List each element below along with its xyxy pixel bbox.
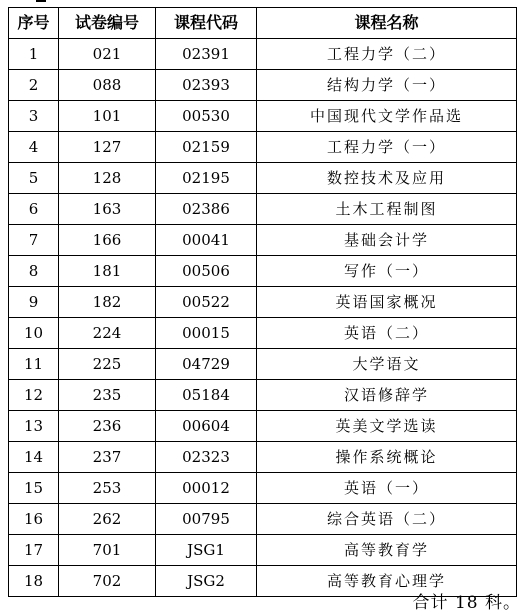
cell-course-code: 00041: [156, 225, 257, 256]
cell-course-name: 结构力学（一）: [257, 70, 517, 101]
cell-course-code: 00506: [156, 256, 257, 287]
cell-serial-no: 2: [9, 70, 59, 101]
table-row: [9, 442, 517, 473]
table-row: [9, 287, 517, 318]
cell-course-code: 02195: [156, 163, 257, 194]
cell-paper-no: 181: [59, 256, 156, 287]
cell-paper-no: 127: [59, 132, 156, 163]
cell-course-name: 英美文学选读: [257, 411, 517, 442]
cell-course-name: 英语（一）: [257, 473, 517, 504]
cell-course-code: 02386: [156, 194, 257, 225]
cell-course-name: 英语国家概况: [257, 287, 517, 318]
header-course-code: 课程代码: [156, 8, 257, 39]
course-table: [8, 7, 517, 597]
top-edge-mark: [36, 0, 46, 2]
cell-course-code: 00012: [156, 473, 257, 504]
cell-paper-no: 236: [59, 411, 156, 442]
cell-serial-no: 7: [9, 225, 59, 256]
table-row: [9, 39, 517, 70]
cell-serial-no: 16: [9, 504, 59, 535]
cell-course-name: 综合英语（二）: [257, 504, 517, 535]
cell-course-code: 02393: [156, 70, 257, 101]
cell-paper-no: 225: [59, 349, 156, 380]
table-body: [9, 39, 517, 597]
header-row: [9, 8, 517, 39]
cell-paper-no: 702: [59, 566, 156, 597]
cell-serial-no: 11: [9, 349, 59, 380]
cell-paper-no: 182: [59, 287, 156, 318]
cell-course-code: 00015: [156, 318, 257, 349]
cell-paper-no: 701: [59, 535, 156, 566]
cell-course-name: 基础会计学: [257, 225, 517, 256]
cell-course-code: 00795: [156, 504, 257, 535]
header-paper-no: 试卷编号: [59, 8, 156, 39]
cell-course-code: 00604: [156, 411, 257, 442]
table-row: [9, 535, 517, 566]
cell-paper-no: 021: [59, 39, 156, 70]
cell-paper-no: 166: [59, 225, 156, 256]
cell-course-name: 写作（一）: [257, 256, 517, 287]
table-row: [9, 349, 517, 380]
cell-serial-no: 8: [9, 256, 59, 287]
cell-paper-no: 088: [59, 70, 156, 101]
table-row: [9, 504, 517, 535]
cell-course-code: 02323: [156, 442, 257, 473]
cell-serial-no: 10: [9, 318, 59, 349]
table-row: [9, 225, 517, 256]
header-serial-no: 序号: [9, 8, 59, 39]
cell-course-code: 04729: [156, 349, 257, 380]
cell-course-name: 大学语文: [257, 349, 517, 380]
cell-course-code: 00522: [156, 287, 257, 318]
cell-serial-no: 15: [9, 473, 59, 504]
cell-course-code: JSG1: [156, 535, 257, 566]
cell-course-name: 英语（二）: [257, 318, 517, 349]
header-course-name: 课程名称: [257, 8, 517, 39]
cell-paper-no: 262: [59, 504, 156, 535]
cell-paper-no: 163: [59, 194, 156, 225]
cell-serial-no: 4: [9, 132, 59, 163]
cell-course-name: 汉语修辞学: [257, 380, 517, 411]
cell-serial-no: 14: [9, 442, 59, 473]
cell-serial-no: 1: [9, 39, 59, 70]
cell-course-name: 工程力学（二）: [257, 39, 517, 70]
cell-serial-no: 13: [9, 411, 59, 442]
cell-paper-no: 224: [59, 318, 156, 349]
table-row: [9, 411, 517, 442]
cell-paper-no: 253: [59, 473, 156, 504]
cell-paper-no: 128: [59, 163, 156, 194]
cell-course-code: 00530: [156, 101, 257, 132]
cell-paper-no: 101: [59, 101, 156, 132]
cell-serial-no: 9: [9, 287, 59, 318]
cell-paper-no: 237: [59, 442, 156, 473]
cell-serial-no: 5: [9, 163, 59, 194]
total-note: 合计 18 科。: [412, 593, 521, 613]
cell-course-code: 02391: [156, 39, 257, 70]
table-row: [9, 101, 517, 132]
cell-course-name: 数控技术及应用: [257, 163, 517, 194]
cell-paper-no: 235: [59, 380, 156, 411]
cell-course-name: 土木工程制图: [257, 194, 517, 225]
table-row: [9, 318, 517, 349]
table-row: [9, 380, 517, 411]
cell-course-code: 02159: [156, 132, 257, 163]
cell-serial-no: 18: [9, 566, 59, 597]
cell-serial-no: 12: [9, 380, 59, 411]
cell-course-name: 高等教育学: [257, 535, 517, 566]
cell-course-name: 高等教育心理学: [257, 566, 517, 597]
table-row: [9, 163, 517, 194]
table-row: [9, 70, 517, 101]
table-row: [9, 473, 517, 504]
cell-serial-no: 17: [9, 535, 59, 566]
cell-course-name: 操作系统概论: [257, 442, 517, 473]
cell-serial-no: 3: [9, 101, 59, 132]
table-row: [9, 256, 517, 287]
cell-serial-no: 6: [9, 194, 59, 225]
cell-course-name: 中国现代文学作品选: [257, 101, 517, 132]
cell-course-name: 工程力学（一）: [257, 132, 517, 163]
table-row: [9, 132, 517, 163]
cell-course-code: 05184: [156, 380, 257, 411]
table-row: [9, 194, 517, 225]
cell-course-code: JSG2: [156, 566, 257, 597]
